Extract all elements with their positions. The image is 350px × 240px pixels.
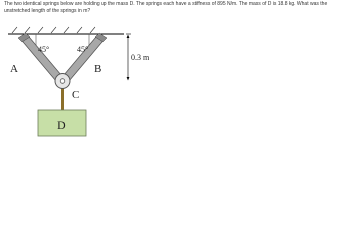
spring-a-fill bbox=[24, 37, 61, 81]
dimension-arrow-bottom bbox=[127, 77, 130, 81]
spring-a-label: A bbox=[10, 63, 18, 75]
height-label: 0.3 m bbox=[131, 53, 150, 62]
angle-left-label: 45° bbox=[38, 45, 50, 54]
dimension-arrow-top bbox=[127, 35, 130, 39]
hanger-rod bbox=[61, 86, 64, 110]
spring-b-label: B bbox=[94, 63, 102, 75]
pulley-label: C bbox=[72, 89, 80, 101]
ceiling-hatching bbox=[12, 27, 95, 33]
question-text: The two identical springs below are holding up the mass D. The springs each have a stiffness of 895 N/m. The mass of D is 18.8 kg. What was the unstretched length of the springs in m? bbox=[4, 1, 328, 14]
mass-label: D bbox=[57, 118, 66, 132]
joint-pin bbox=[60, 79, 65, 84]
angle-right-label: 45° bbox=[77, 45, 89, 54]
